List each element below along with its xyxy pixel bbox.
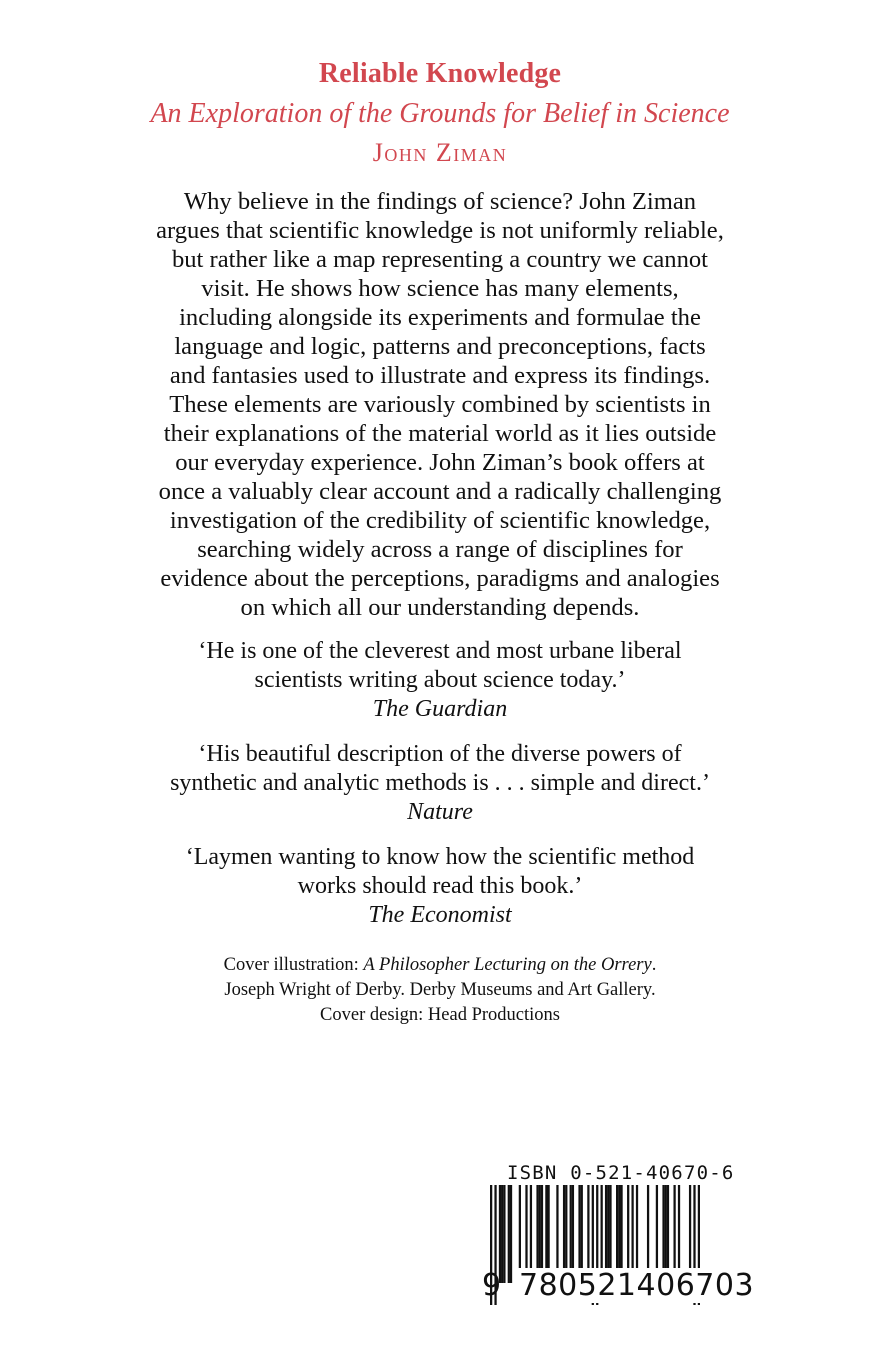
book-author: John Ziman (372, 138, 508, 167)
quote-source: Nature (407, 799, 473, 825)
design-credit: Cover design: Head Productions (320, 1005, 560, 1025)
blurb-line: once a valuably clear account and a radically challenging (158, 478, 722, 505)
review-quote-nature (90, 740, 790, 827)
ean-digits: 780521406703 (519, 1268, 755, 1303)
illustration-end: . (651, 955, 657, 975)
quote-line: ‘His beautiful description of the diverse powers of (198, 741, 682, 767)
barcode-bar (503, 1185, 505, 1283)
blurb-line: These elements are variously combined by scientists in (169, 391, 711, 418)
quote-line: ‘He is one of the cleverest and most urbane liberal (198, 638, 682, 664)
quote-line: works should read this book.’ (297, 873, 583, 899)
quote-line: synthetic and analytic methods is . . . simple and direct.’ (170, 770, 710, 796)
barcode-bar (510, 1185, 512, 1283)
review-quote-economist (90, 843, 790, 930)
barcode-bar (508, 1185, 510, 1283)
blurb-line: searching widely across a range of disciplines for (197, 536, 683, 563)
blurb-paragraph (90, 187, 790, 622)
quote-source: The Economist (368, 902, 512, 928)
quote-source: The Guardian (372, 696, 508, 722)
blurb-line: and fantasies used to illustrate and express its findings. (169, 362, 711, 389)
blurb-line: on which all our understanding depends. (240, 594, 640, 621)
blurb-line: but rather like a map representing a country we cannot (171, 246, 709, 273)
book-title: Reliable Knowledge (318, 58, 562, 89)
blurb-line: including alongside its experiments and formulae the (179, 304, 701, 331)
blurb-line: Why believe in the findings of science? John Ziman (183, 188, 697, 215)
review-quote-guardian (90, 637, 790, 724)
blurb-line: language and logic, patterns and preconceptions, facts (174, 333, 706, 360)
blurb-line: argues that scientific knowledge is not uniformly reliable, (156, 217, 724, 244)
illustration-credit (90, 953, 790, 978)
barcode-bar (501, 1185, 503, 1283)
cover-credits (90, 953, 790, 1028)
blurb-line: their explanations of the material world as it lies outside (163, 420, 717, 447)
ean-first-digit: 9 (482, 1268, 502, 1303)
blurb-line: our everyday experience. John Ziman’s book offers at (175, 449, 705, 476)
quote-line: scientists writing about science today.’ (254, 667, 626, 693)
illustration-label: Cover illustration: (223, 955, 364, 975)
isbn-label: ISBN 0-521-40670-6 (507, 1162, 735, 1184)
blurb-line: visit. He shows how science has many elements, (201, 275, 679, 302)
blurb-line: investigation of the credibility of scientific knowledge, (169, 507, 711, 534)
blurb-line: evidence about the perceptions, paradigms and analogies (160, 565, 720, 592)
illustration-title: A Philosopher Lecturing on the Orrery (363, 955, 652, 975)
artist-credit: Joseph Wright of Derby. Derby Museums and Art Gallery. (224, 980, 656, 1000)
quote-line: ‘Laymen wanting to know how the scientific method (185, 844, 695, 870)
book-subtitle: An Exploration of the Grounds for Belief in Science (150, 98, 730, 129)
